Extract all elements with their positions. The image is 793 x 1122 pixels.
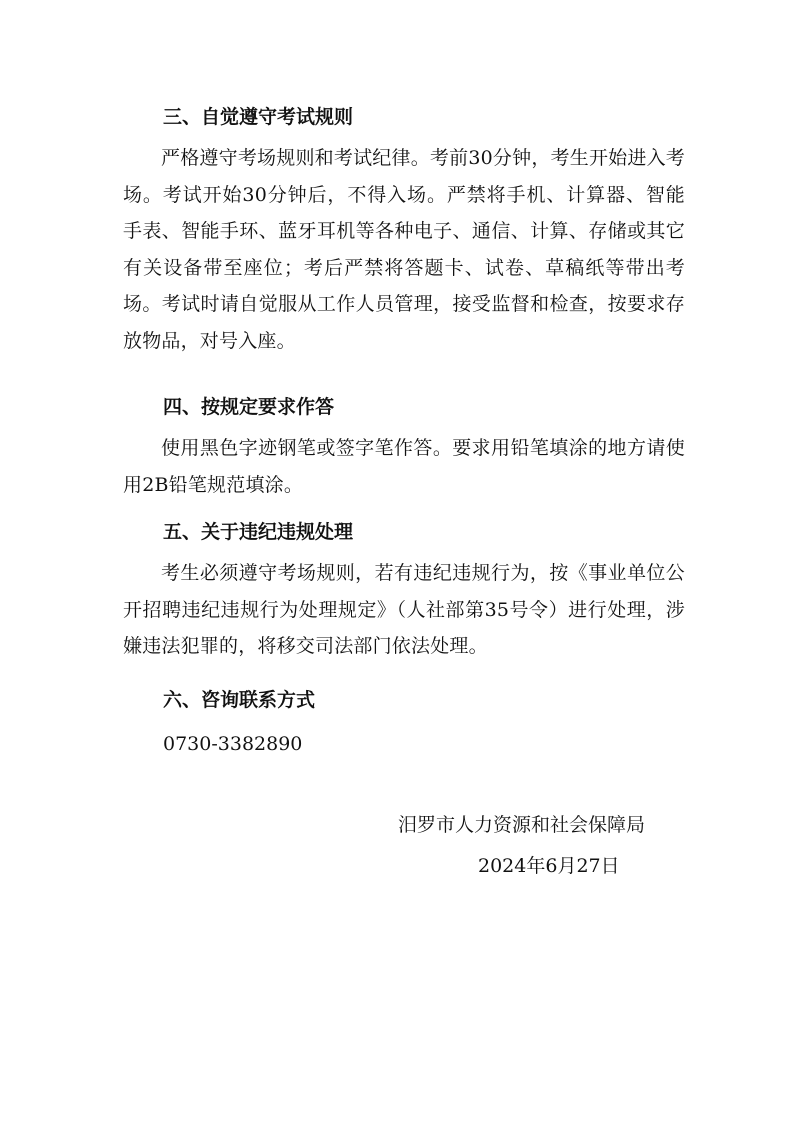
section-heading-violations: 五、关于违纪违规处理	[163, 521, 354, 543]
section-heading-answering: 四、按规定要求作答	[163, 396, 335, 418]
issuing-organization: 汨罗市人力资源和社会保障局	[398, 814, 646, 836]
contact-phone: 0730-3382890	[163, 733, 303, 755]
section-heading-exam-rules: 三、自觉遵守考试规则	[163, 106, 354, 128]
issue-date: 2024年6月27日	[478, 855, 620, 877]
section-heading-contact: 六、咨询联系方式	[163, 689, 316, 711]
section-body-violations: 考生必须遵守考场规则，若有违纪违规行为，按《事业单位公开招聘违纪违规行为处理规定》（人社部第35号令）进行处理，涉嫌违法犯罪的，将移交司法部门依法处理。	[123, 562, 685, 658]
section-body-answering: 使用黑色字迹钢笔或签字笔作答。要求用铅笔填涂的地方请使用2B铅笔规范填涂。	[123, 437, 685, 496]
section-body-exam-rules: 严格遵守考场规则和考试纪律。考前30分钟，考生开始进入考场。考试开始30分钟后，不得入场。严禁将手机、计算器、智能手表、智能手环、蓝牙耳机等各种电子、通信、计算、存储或其它有关设备带至座位；考后严禁将答题卡、试卷、草稿纸等带出考场。考试时请自觉服从工作人员管理，接受监督和检查，按要求存放物品，对号入座。	[123, 147, 685, 352]
